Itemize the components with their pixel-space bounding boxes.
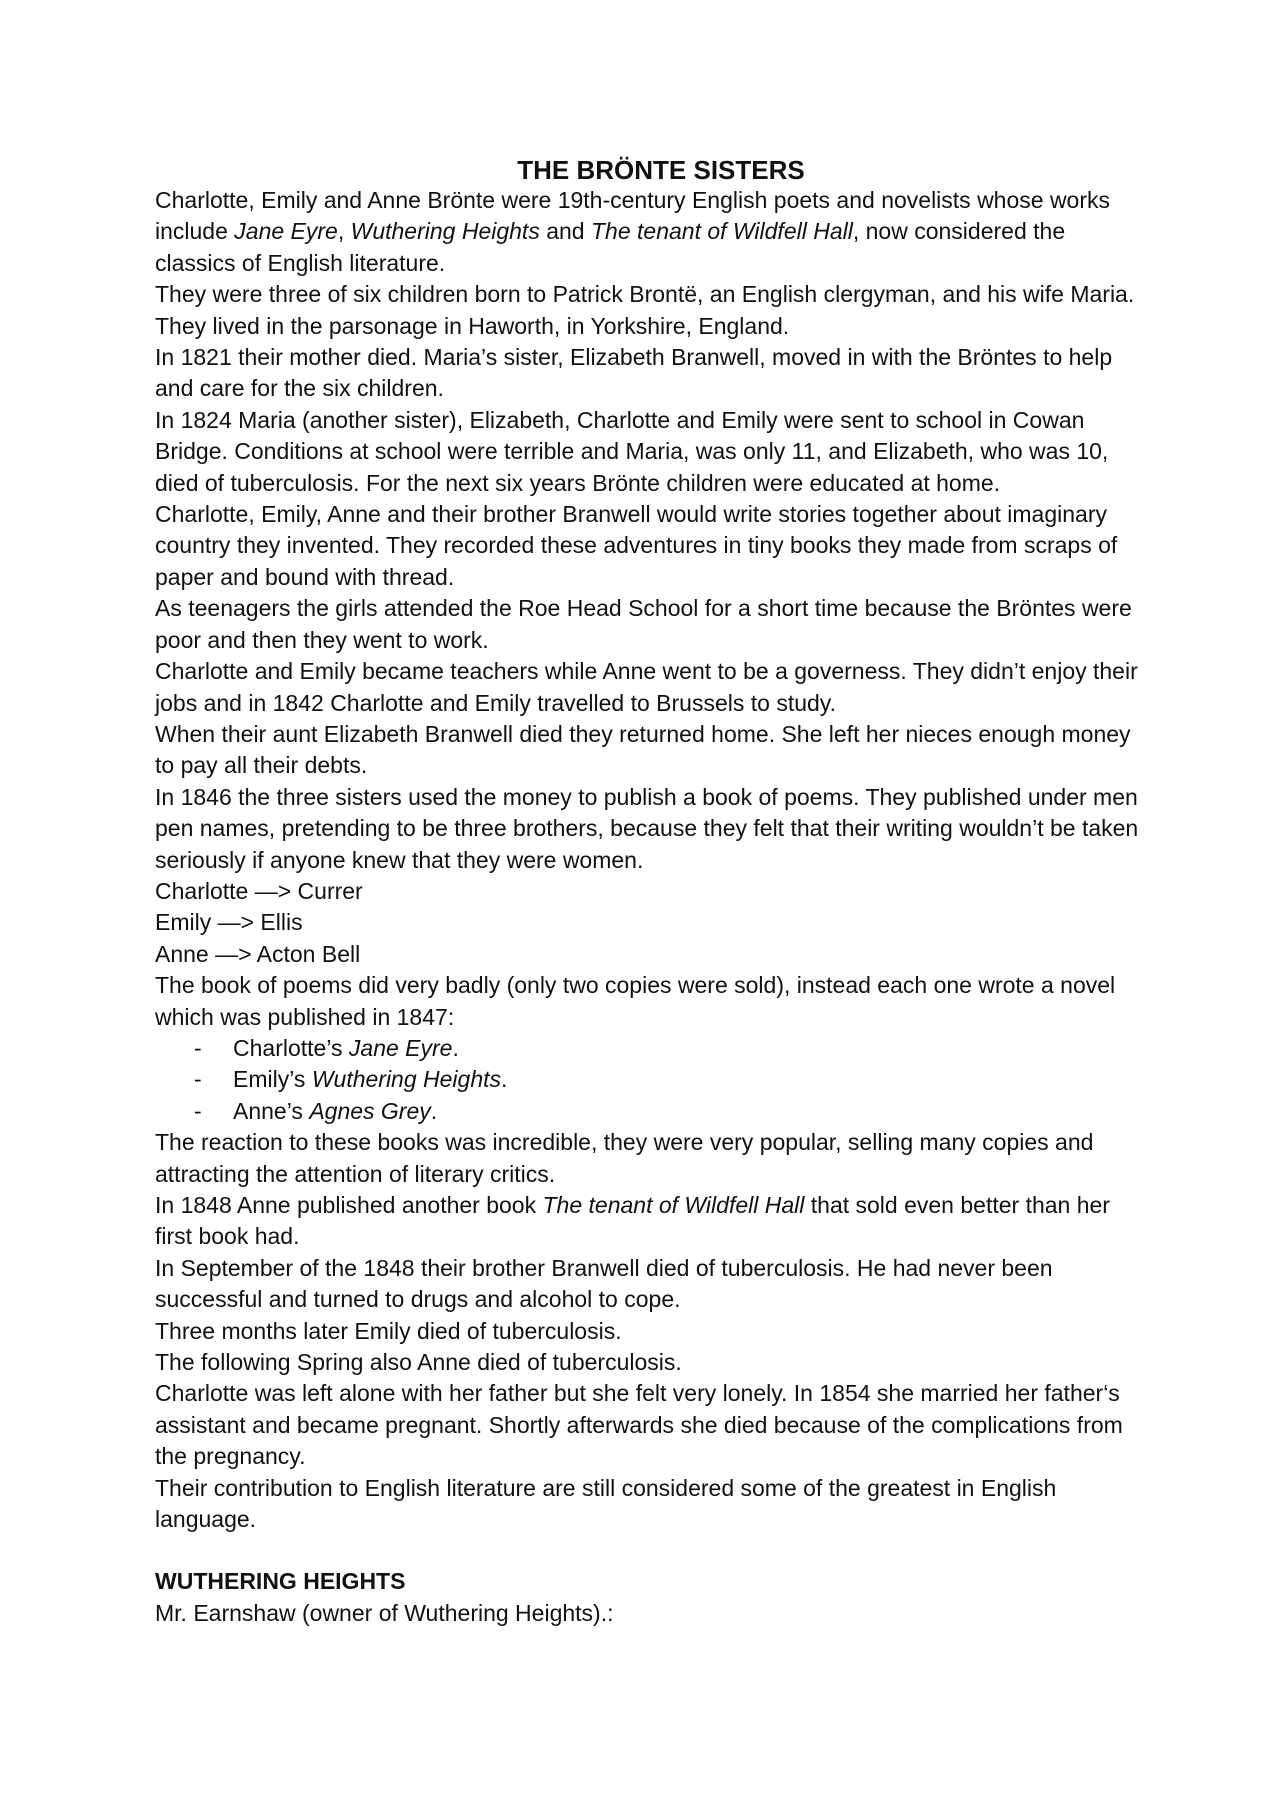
book-title-tenant-wildfell-hall: The tenant of Wildfell Hall — [542, 1192, 805, 1218]
paragraph-emily-death: Three months later Emily died of tuberculosis. — [155, 1317, 622, 1344]
paragraph-stories: Charlotte, Emily, Anne and their brother Branwell would write stories together about imaginary country they invented. They recorded these adventures in tiny books they made from scraps of paper and bound with thread. — [155, 501, 1118, 590]
paragraph-poems: In 1846 the three sisters used the money to publish a book of poems. They published under men pen names, pretending to be three brothers, because they felt that their writing wouldn’t be taken seriously if anyone knew that they were women. — [155, 783, 1139, 873]
dash-bullet: - — [194, 1097, 202, 1124]
document-title: THE BRÖNTE SISTERS — [517, 155, 805, 185]
book-title-jane-eyre: Jane Eyre — [234, 218, 338, 245]
paragraph-teachers: Charlotte and Emily became teachers while Anne went to be a governess. They didn’t enjoy their jobs and in 1842 Charlotte and Emily travelled to Brussels to study. — [155, 658, 1138, 716]
pen-name-anne: Anne —> Acton Bell — [155, 940, 361, 967]
paragraph-anne-1848: In 1848 Anne published another book The tenant of Wildfell Hall that sold even better than her first book had. — [155, 1192, 1110, 1250]
paragraph-family: They were three of six children born to Patrick Brontë, an English clergyman, and his wife Maria. They lived in the parsonage in Haworth, in Yorkshire, England. — [155, 281, 1135, 339]
paragraph-charlotte-end: Charlotte was left alone with her father but she felt very lonely. In 1854 she married her father‘s assistant and became pregnant. Shortly afterwards she died because of the complications from the pregnancy. — [155, 1380, 1123, 1470]
book-title-wuthering-heights: Wuthering Heights — [350, 218, 540, 245]
section-spacer — [155, 1535, 1145, 1566]
paragraph-roe-head: As teenagers the girls attended the Roe Head School for a short time because the Bröntes were poor and then they went to work. — [155, 595, 1132, 653]
list-item: - Charlotte’s Jane Eyre. — [155, 1033, 1145, 1064]
paragraph-branwell-death: In September of the 1848 their brother Branwell died of tuberculosis. He had never been successful and turned to drugs and alcohol to cope. — [155, 1254, 1053, 1313]
list-item: - Emily’s Wuthering Heights. — [155, 1064, 1145, 1095]
list-item: - Anne’s Agnes Grey. — [155, 1096, 1145, 1127]
paragraph-mother-death: In 1821 their mother died. Maria’s sister, Elizabeth Branwell, moved in with the Bröntes to help and care for the six children. — [155, 344, 1113, 402]
dash-bullet: - — [194, 1034, 202, 1061]
novels-list — [155, 1033, 1145, 1127]
paragraph-earnshaw: Mr. Earnshaw (owner of Wuthering Heights).: — [155, 1599, 614, 1626]
dash-bullet: - — [194, 1066, 202, 1093]
paragraph-aunt: When their aunt Elizabeth Branwell died they returned home. She left her nieces enough money to pay all their debts. — [155, 720, 1131, 779]
paragraph-school: In 1824 Maria (another sister), Elizabeth, Charlotte and Emily were sent to school in Cowan Bridge. Conditions at school were terrible and Maria, was only 11, and Elizabeth, who was 10, died of tuberculosis. For the next six years Brönte children were educated at home. — [155, 406, 1109, 496]
pen-name-emily: Emily —> Ellis — [155, 909, 303, 936]
book-title-tenant-wildfell-hall: The tenant of Wildfell Hall — [590, 218, 853, 245]
paragraph-intro: Charlotte, Emily and Anne Brönte were 19th-century English poets and novelists whose works include Jane Eyre, Wuthering Heights and The tenant of Wildfell Hall, now considered the classics of English literature. — [155, 187, 1111, 276]
section-title-wuthering-heights: WUTHERING HEIGHTS — [155, 1568, 406, 1595]
document-page — [155, 152, 1145, 1629]
paragraph-novels-intro: The book of poems did very badly (only two copies were sold), instead each one wrote a novel which was published in 1847: — [155, 972, 1116, 1030]
pen-name-charlotte: Charlotte —> Currer — [155, 877, 363, 904]
paragraph-reaction: The reaction to these books was incredible, they were very popular, selling many copies and attracting the attention of literary critics. — [155, 1129, 1094, 1187]
paragraph-anne-death: The following Spring also Anne died of tuberculosis. — [155, 1349, 682, 1376]
paragraph-contribution: Their contribution to English literature are still considered some of the greatest in English language. — [155, 1474, 1057, 1533]
